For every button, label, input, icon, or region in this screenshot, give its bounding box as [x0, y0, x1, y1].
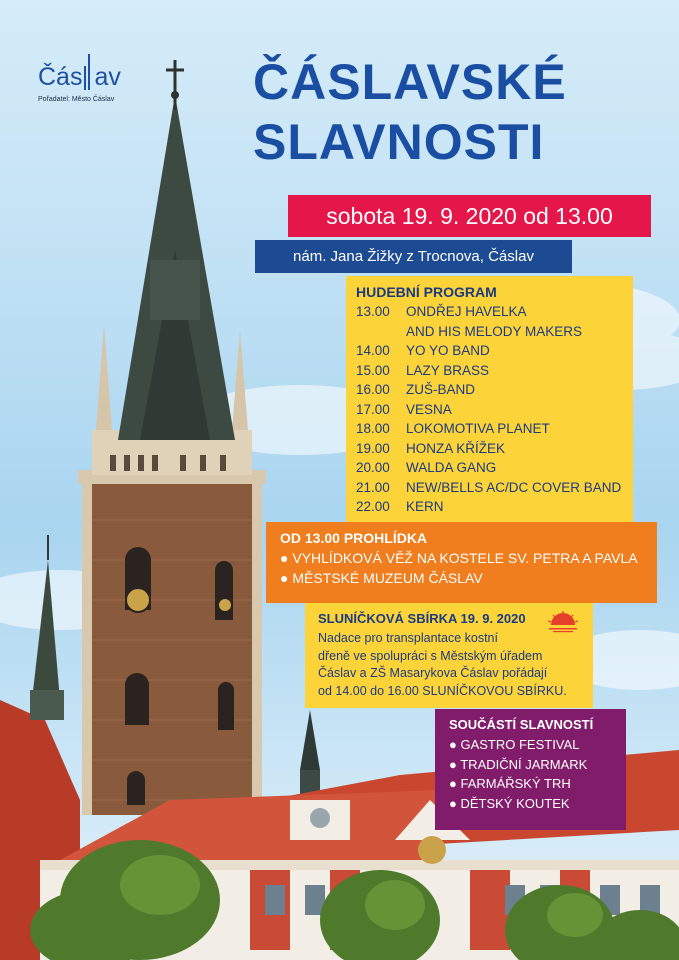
performance-time: 17.00 [356, 401, 390, 417]
performer-name: ONDŘEJ HAVELKA [406, 304, 527, 319]
music-program-row [346, 302, 633, 322]
performer-name: HONZA KŘÍŽEK [406, 440, 506, 456]
performance-time: 15.00 [356, 362, 390, 378]
music-program-row [346, 380, 633, 400]
music-program-heading: HUDEBNÍ PROGRAM [356, 284, 497, 300]
festival-item: ● DĚTSKÝ KOUTEK [449, 795, 570, 811]
performer-name: LOKOMOTIVA PLANET [406, 421, 550, 436]
logo-text-left: Čás [38, 63, 83, 91]
performance-time: 14.00 [356, 343, 390, 358]
date-banner: sobota 19. 9. 2020 od 13.00 [288, 195, 651, 237]
music-program-row [346, 458, 633, 478]
sun-text-line: Nadace pro transplantace kostní [318, 631, 498, 645]
performer-name: YO YO BAND [406, 343, 490, 358]
music-program-row [346, 439, 633, 459]
sun-text-line: dřeně ve spolupráci s Městským úřadem [318, 648, 543, 663]
tour-heading: OD 13.00 PROHLÍDKA [280, 530, 428, 546]
performance-time [346, 322, 406, 342]
page-title [253, 52, 567, 172]
festival-item: ● TRADIČNÍ JARMARK [449, 756, 588, 772]
festival-item: ● FARMÁŘSKÝ TRH [449, 776, 571, 791]
title-line-1: ČÁSLAVSKÉ [253, 54, 567, 110]
music-program-list [346, 302, 633, 517]
logo-text-right: av [94, 63, 121, 91]
festival-item: ● GASTRO FESTIVAL [449, 737, 580, 752]
festival-parts-box [435, 709, 626, 830]
performer-name: LAZY BRASS [406, 362, 490, 378]
sun-collection-box [305, 603, 593, 708]
sun-text-line: od 14.00 do 16.00 SLUNÍČKOVOU SBÍRKU. [318, 683, 567, 698]
music-program-row [346, 478, 633, 498]
tour-item: ● MĚSTSKÉ MUZEUM ČÁSLAV [280, 570, 483, 586]
performance-time: 19.00 [356, 440, 390, 456]
organizer-text: Pořadatel: Město Čáslav [38, 96, 115, 103]
title-line-2: SLAVNOSTI [253, 114, 545, 170]
performance-time: 22.00 [356, 499, 390, 514]
tour-box [266, 522, 657, 603]
place-banner: nám. Jana Žižky z Trocnova, Čáslav [255, 240, 572, 273]
performer-name: NEW/BELLS AC/DC COVER BAND [406, 479, 622, 495]
performer-name: AND HIS MELODY MAKERS [406, 323, 583, 339]
logo-wordmark [38, 52, 121, 92]
music-program-row [346, 400, 633, 420]
performer-name: KERN [406, 499, 444, 514]
performance-time: 18.00 [356, 421, 390, 436]
performance-time: 21.00 [356, 479, 390, 495]
performer-name: ZUŠ-BAND [406, 382, 476, 397]
festival-heading: SOUČÁSTÍ SLAVNOSTÍ [449, 717, 594, 732]
music-program-row [346, 322, 633, 342]
music-program-row [346, 497, 633, 517]
sun-foundation-logo-icon [547, 611, 579, 635]
music-program-row [346, 341, 633, 361]
sun-collection-heading: SLUNÍČKOVÁ SBÍRKA 19. 9. 2020 [318, 611, 526, 626]
performer-name: WALDA GANG [406, 460, 497, 475]
music-program-row [346, 419, 633, 439]
performance-time: 13.00 [356, 304, 390, 319]
performer-name: VESNA [406, 401, 452, 417]
music-program-row [346, 361, 633, 381]
logo-tower-mark-icon [83, 52, 93, 92]
sun-text-line: Čáslav a ZŠ Masarykova Čáslav pořádají [318, 666, 548, 680]
performance-time: 20.00 [356, 460, 390, 475]
performance-time: 16.00 [356, 382, 390, 397]
music-program-box [346, 276, 633, 526]
tour-item: ● VYHLÍDKOVÁ VĚŽ NA KOSTELE SV. PETRA A PAVLA [280, 550, 638, 566]
city-logo [38, 52, 121, 103]
